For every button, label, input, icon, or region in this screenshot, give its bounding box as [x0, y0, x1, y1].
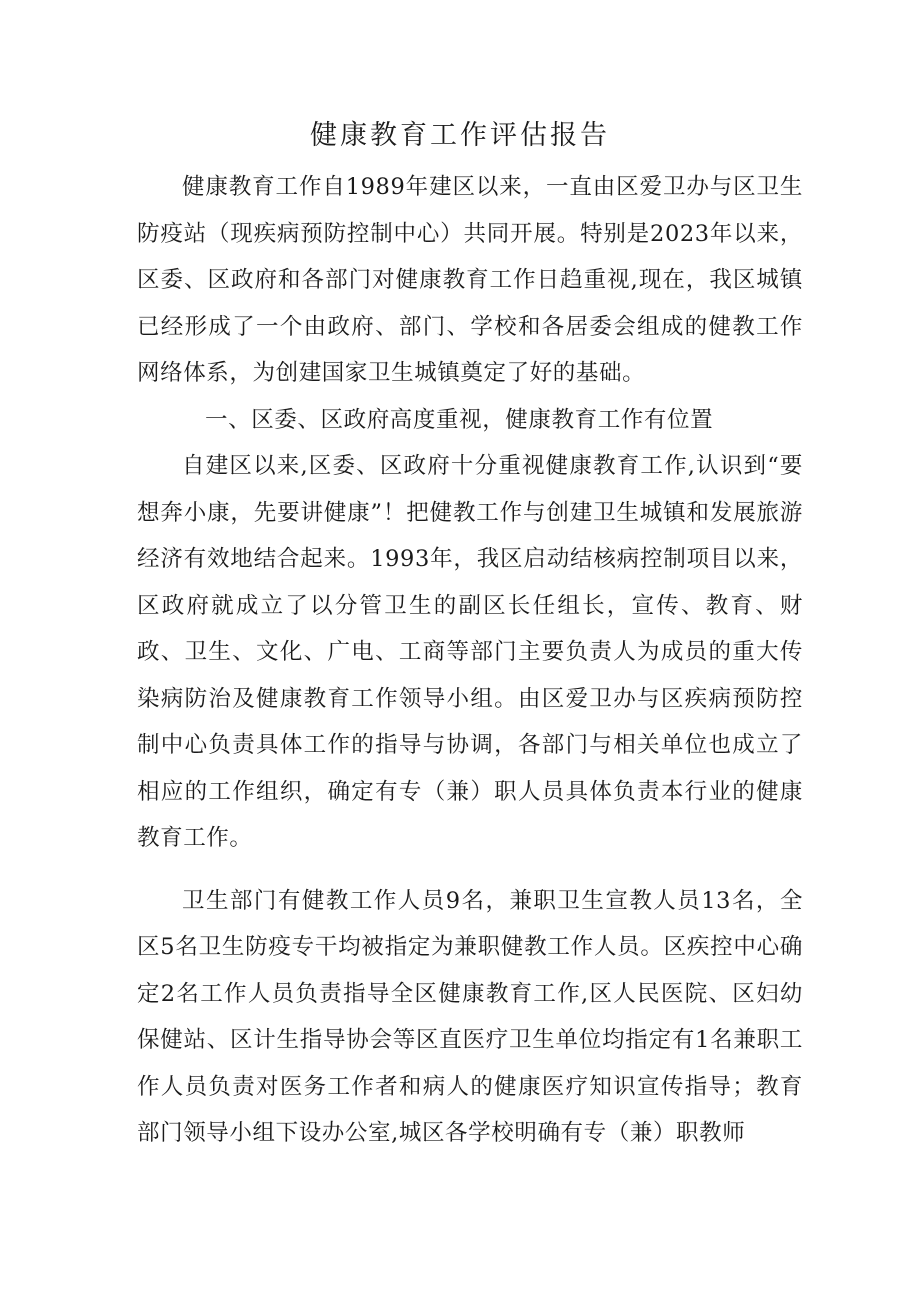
- body-paragraph-staffing: 卫生部门有健教工作人员9名，兼职卫生宣教人员13名，全区5名卫生防疫专干均被指定为兼职健教工作人员。区疾控中心确定2名工作人员负责指导全区健康教育工作,区人民医院、区妇幼保健站、区计生指导协会等区直医疗卫生单位均指定有1名兼职工作人员负责对医务工作者和病人的健康医疗知识宣传指导；教育部门领导小组下设办公室,城区各学校明确有专（兼）职教师: [137, 887, 803, 1146]
- document-title: 健康教育工作评估报告: [310, 120, 610, 151]
- document-body: [137, 164, 803, 1157]
- body-paragraph-leadership: 自建区以来,区委、区政府十分重视健康教育工作,认识到“要想奔小康，先要讲健康”！把健教工作与创建卫生城镇和发展旅游经济有效地结合起来。1993年，我区启动结核病控制项目以来，区政府就成立了以分管卫生的副区长任组长，宣传、教育、财政、卫生、文化、广电、工商等部门主要负责人为成员的重大传染病防治及健康教育工作领导小组。由区爱卫办与区疾病预防控制中心负责具体工作的指导与协调，各部门与相关单位也成立了相应的工作组织，确定有专（兼）职人员具体负责本行业的健康教育工作。: [137, 453, 803, 851]
- paragraph-spacer: [137, 862, 803, 878]
- section-heading: 一、区委、区政府高度重视，健康教育工作有位置: [205, 406, 714, 433]
- intro-paragraph: 健康教育工作自1989年建区以来，一直由区爱卫办与区卫生防疫站（现疾病预防控制中心）共同开展。特别是2023年以来，区委、区政府和各部门对健康教育工作日趋重视,现在，我区城镇已经形成了一个由政府、部门、学校和各居委会组成的健教工作网络体系，为创建国家卫生城镇奠定了好的基础。: [137, 174, 803, 386]
